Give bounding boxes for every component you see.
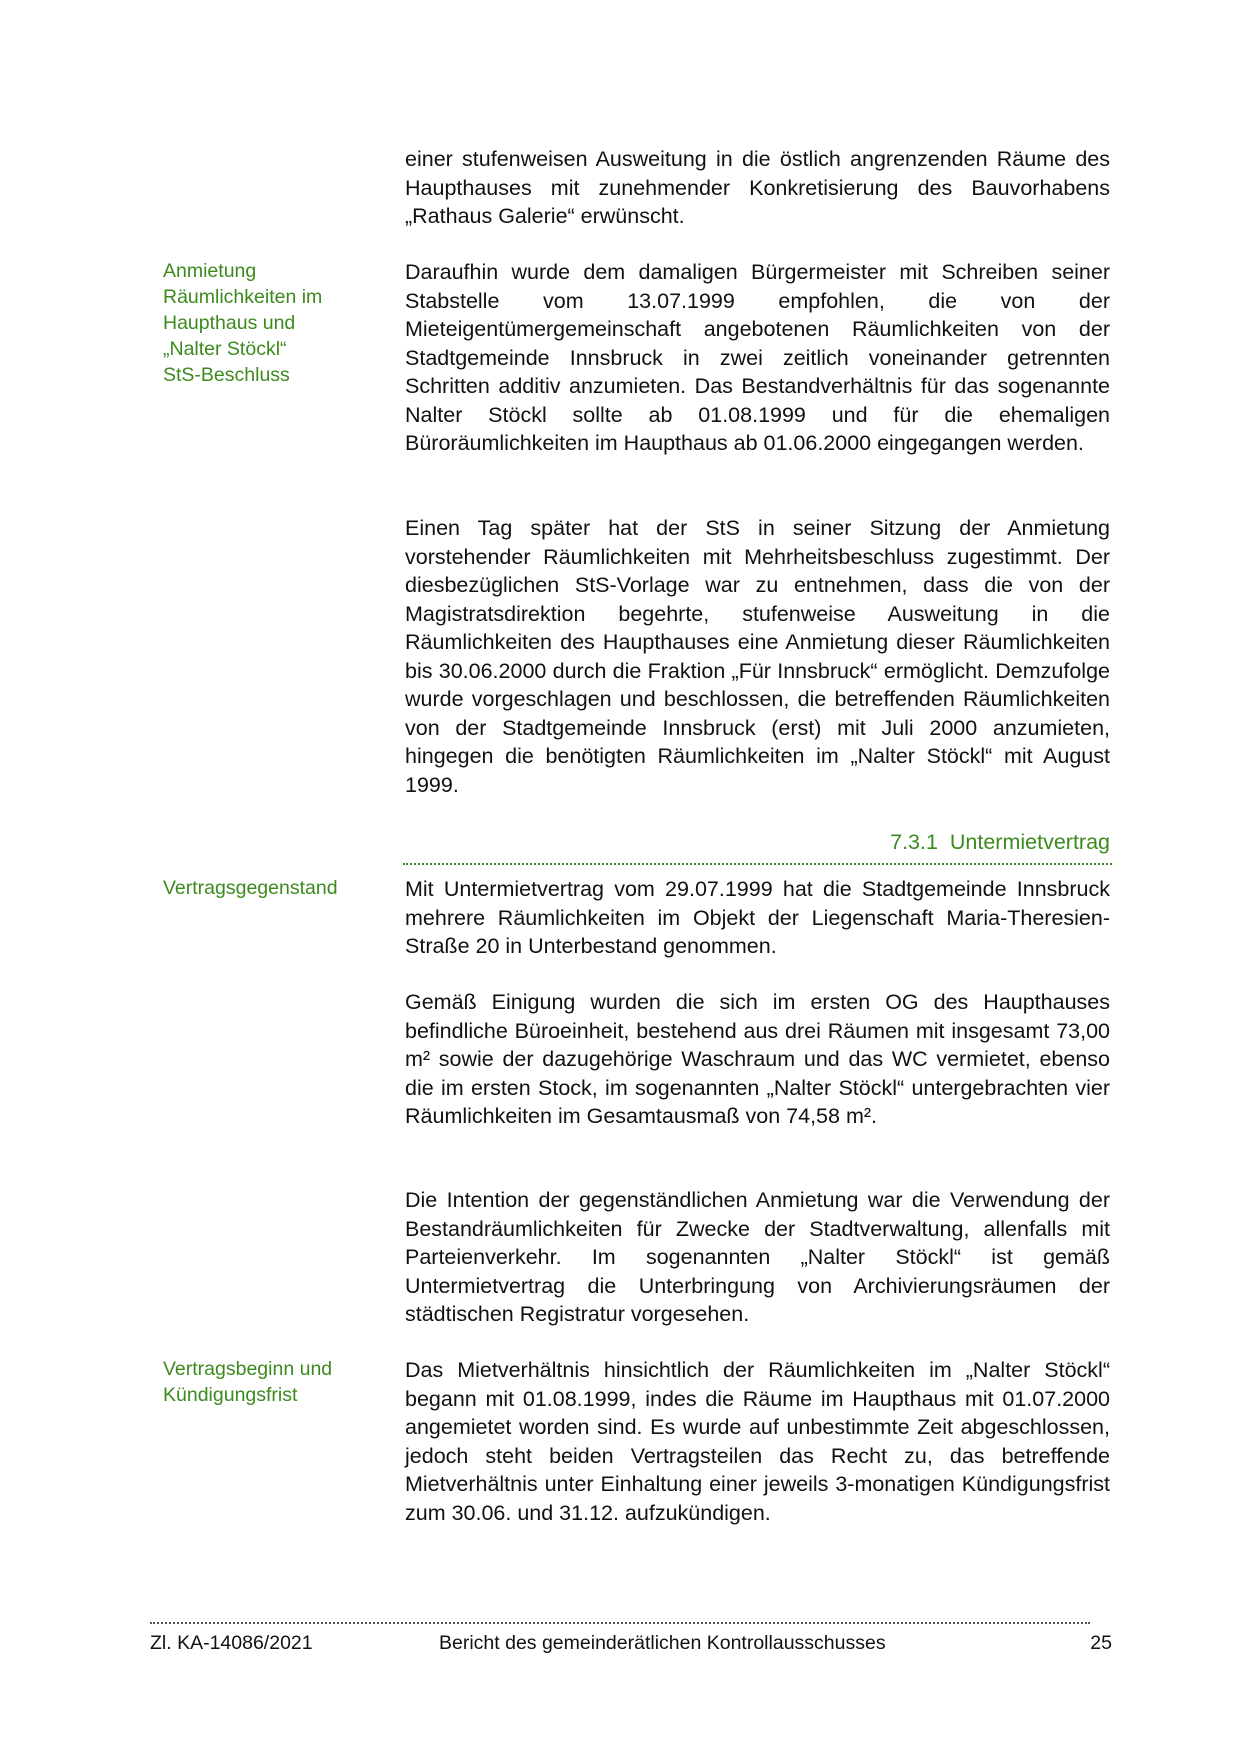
margin-note-line: Vertragsbeginn und: [163, 1358, 333, 1380]
body-paragraph-5: Gemäß Einigung wurden die sich im ersten OG des Haupthauses befindliche Büroeinheit, bestehend aus drei Räumen mit insgesamt 73,00 m² sowie der dazugehörige Waschraum und das WC vermietet, ebenso die im ersten Stock, im sogenannten „Nalter Stöckl“ untergebrachten vier Räumlichkeiten im Gesamtausmaß von 74,58 m².: [405, 990, 1110, 1128]
margin-note-line: Haupthaus und: [163, 312, 296, 334]
section-title: Untermietvertrag: [949, 830, 1110, 854]
body-paragraph-7: Das Mietverhältnis hinsichtlich der Räumlichkeiten im „Nalter Stöckl“ begann mit 01.08.1999, indes die Räume im Haupthaus mit 01.07.2000 angemietet worden sind. Es wurde auf unbestimmte Zeit abgeschlossen, jedoch steht beiden Vertragsteilen das Recht zu, das betreffende Mietverhältnis unter Einhaltung einer jeweils 3-monatigen Kündigungsfrist zum 30.06. und 31.12. aufzukündigen.: [405, 1358, 1110, 1525]
section-number: 7.3.1: [890, 830, 938, 854]
footer-page-number: 25: [1090, 1632, 1112, 1654]
body-paragraph-3: Einen Tag später hat der StS in seiner Sitzung der Anmietung vorstehender Räumlichkeiten mit Mehrheitsbeschluss zugestimmt. Der diesbezüglichen StS-Vorlage war zu entnehmen, dass die von der Magistratsdirektion begehrte, stufenweise Ausweitung in die Räumlichkeiten des Haupthauses eine Anmietung dieser Räumlichkeiten bis 30.06.2000 durch die Fraktion „Für Innsbruck“ ermöglicht. Demzufolge wurde vorgeschlagen und beschlossen, die betreffenden Räumlichkeiten von der Stadtgemeinde Innsbruck (erst) mit Juli 2000 anzumieten, hingegen die benötigten Räumlichkeiten im „Nalter Stöckl“ mit August 1999.: [405, 516, 1110, 797]
footer-reference: Zl. KA-14086/2021: [150, 1632, 313, 1654]
margin-note-vertragsgegenstand: [163, 875, 378, 901]
margin-note-line: StS-Beschluss: [163, 364, 290, 386]
margin-note-line: „Nalter Stöckl“: [163, 338, 287, 360]
section-heading: [405, 828, 1110, 856]
footer-title: Bericht des gemeinderätlichen Kontrollausschusses: [439, 1632, 886, 1654]
body-paragraph-2: Daraufhin wurde dem damaligen Bürgermeister mit Schreiben seiner Stabstelle vom 13.07.1999 empfohlen, die von der Mieteigentümergemeinschaft angebotenen Räumlichkeiten von der Stadtgemeinde Innsbruck in zwei zeitlich voneinander getrennten Schritten additiv anzumieten. Das Bestandverhältnis für das sogenannte Nalter Stöckl sollte ab 01.08.1999 und für die ehemaligen Büroräumlichkeiten im Haupthaus ab 01.06.2000 eingegangen werden.: [405, 260, 1110, 455]
margin-note-line: Vertragsgegenstand: [163, 877, 338, 899]
footer-rule: [150, 1622, 1090, 1624]
body-paragraph-1: einer stufenweisen Ausweitung in die östlich angrenzenden Räume des Haupthauses mit zunehmender Konkretisierung des Bauvorhabens „Rathaus Galerie“ erwünscht.: [405, 147, 1110, 228]
body-paragraph-6: Die Intention der gegenständlichen Anmietung war die Verwendung der Bestandräumlichkeiten für Zwecke der Stadtverwaltung, allenfalls mit Parteienverkehr. Im sogenannten „Nalter Stöckl“ ist gemäß Untermietvertrag die Unterbringung von Archivierungsräumen der städtischen Registratur vorgesehen.: [405, 1188, 1110, 1326]
margin-note-line: Anmietung: [163, 260, 257, 282]
section-heading-rule: [403, 863, 1112, 865]
body-paragraph-4: Mit Untermietvertrag vom 29.07.1999 hat die Stadtgemeinde Innsbruck mehrere Räumlichkeiten im Objekt der Liegenschaft Maria-Theresien-Straße 20 in Unterbestand genommen.: [405, 877, 1110, 958]
margin-note-line: Räumlichkeiten im: [163, 286, 323, 308]
margin-note-vertragsbeginn: [163, 1356, 378, 1408]
margin-note-anmietung: [163, 258, 378, 388]
margin-note-line: Kündigungsfrist: [163, 1384, 298, 1406]
